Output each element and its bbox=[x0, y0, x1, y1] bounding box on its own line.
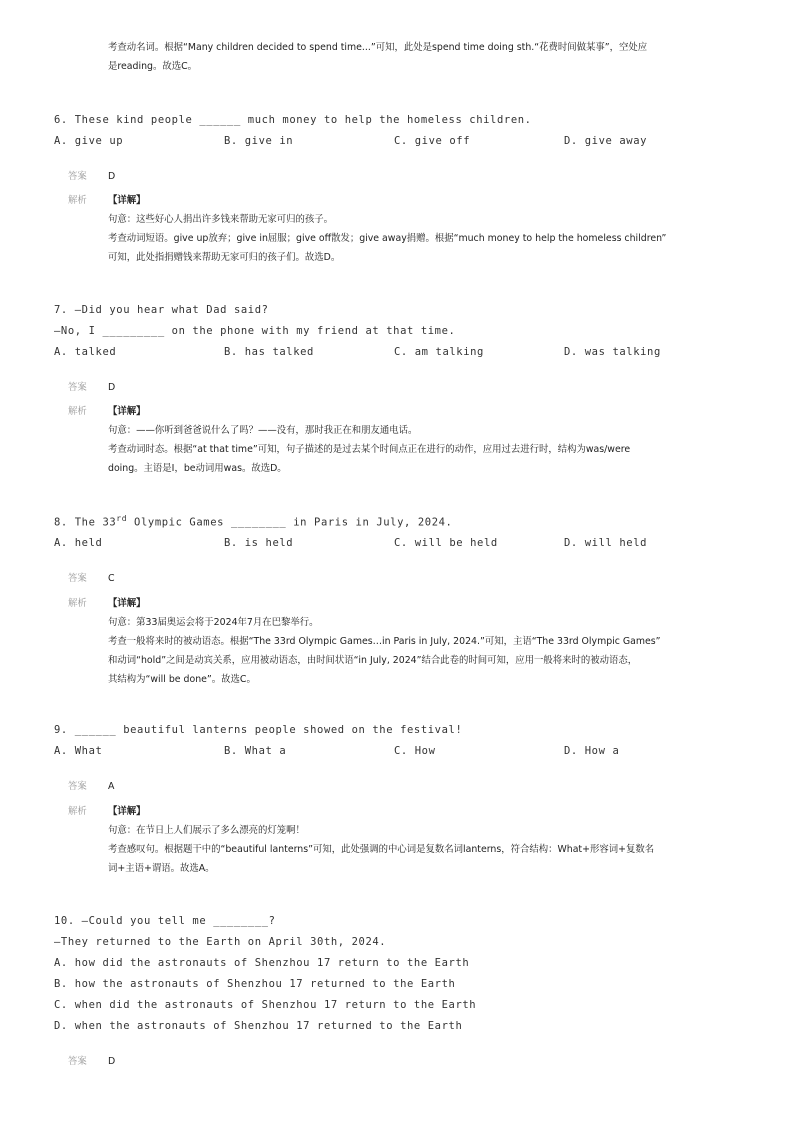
option-b: B. give in bbox=[224, 135, 294, 147]
detail-header: 【详解】 bbox=[108, 598, 146, 609]
question-8-stem bbox=[54, 514, 452, 529]
option-b: B. how the astronauts of Shenzhou 17 returned to the Earth bbox=[54, 978, 456, 990]
ordinal-suffix: rd bbox=[116, 514, 128, 523]
previous-analysis-continuation bbox=[108, 38, 748, 76]
analysis-line: 句意：在节日上人们展示了多么漂亮的灯笼啊！ bbox=[108, 825, 305, 836]
answer-value: D bbox=[108, 171, 116, 182]
answer-label: 答案 bbox=[68, 781, 87, 792]
analysis-line: 考查动名词。根据“Many children decided to spend time...”可知，此处是spend time doing sth.“花费时间做某事”，空处应 bbox=[108, 42, 648, 53]
answer-label: 答案 bbox=[68, 573, 87, 584]
option-a: A. give up bbox=[54, 135, 124, 147]
question-9-answer bbox=[68, 777, 114, 796]
question-8-options bbox=[54, 537, 754, 553]
analysis-line: 其结构为“will be done”。故选C。 bbox=[108, 674, 256, 685]
detail-header: 【详解】 bbox=[108, 406, 146, 417]
question-10-stem-line-1: 10. —Could you tell me ________? bbox=[54, 915, 276, 927]
question-7-stem-line-2: —No, I _________ on the phone with my friend at that time. bbox=[54, 325, 456, 337]
analysis-label: 解析 bbox=[68, 406, 87, 417]
answer-label: 答案 bbox=[68, 382, 87, 393]
stem-part: 8. The 33 bbox=[54, 516, 117, 529]
option-a: A. talked bbox=[54, 346, 117, 358]
answer-value: A bbox=[108, 781, 115, 792]
question-6-answer bbox=[68, 167, 115, 186]
question-10-stem-line-2: —They returned to the Earth on April 30th, 2024. bbox=[54, 936, 387, 948]
question-6-options bbox=[54, 135, 754, 151]
analysis-line: doing。主语是I，be动词用was。故选D。 bbox=[108, 463, 287, 474]
analysis-label: 解析 bbox=[68, 806, 87, 817]
analysis-label: 解析 bbox=[68, 195, 87, 206]
analysis-line: 和动词“hold”之间是动宾关系，应用被动语态，由时间状语“in July, 2024”结合此卷的时间可知，应用一般将来时的被动语态， bbox=[108, 655, 638, 666]
option-c: C. How bbox=[394, 745, 436, 757]
answer-value: C bbox=[108, 573, 115, 584]
analysis-line: 考查一般将来时的被动语态。根据“The 33rd Olympic Games…in Paris in July, 2024.”可知，主语“The 33rd Olympic Games” bbox=[108, 636, 661, 647]
analysis-line: 考查动词时态。根据“at that time”可知，句子描述的是过去某个时间点正在进行的动作，应用过去进行时，结构为was/were bbox=[108, 444, 631, 455]
option-d: D. give away bbox=[564, 135, 648, 147]
answer-label: 答案 bbox=[68, 1056, 87, 1067]
analysis-line: 词+主语+谓语。故选A。 bbox=[108, 863, 215, 874]
option-c: C. when did the astronauts of Shenzhou 17 return to the Earth bbox=[54, 999, 477, 1011]
analysis-line: 是reading。故选C。 bbox=[108, 61, 198, 72]
answer-value: D bbox=[108, 1056, 116, 1067]
question-7-options bbox=[54, 346, 754, 362]
analysis-label: 解析 bbox=[68, 598, 87, 609]
analysis-line: 句意：——你听到爸爸说什么了吗？——没有，那时我正在和朋友通电话。 bbox=[108, 425, 418, 436]
option-c: C. will be held bbox=[394, 537, 498, 549]
question-9-options bbox=[54, 745, 754, 761]
option-d: D. when the astronauts of Shenzhou 17 returned to the Earth bbox=[54, 1020, 463, 1032]
answer-label: 答案 bbox=[68, 171, 87, 182]
option-a: A. held bbox=[54, 537, 103, 549]
stem-part: Olympic Games ________ in Paris in July, 2024. bbox=[127, 516, 453, 529]
analysis-line: 句意：第33届奥运会将于2024年7月在巴黎举行。 bbox=[108, 617, 319, 628]
analysis-line: 句意：这些好心人捐出许多钱来帮助无家可归的孩子。 bbox=[108, 214, 334, 225]
option-b: B. What a bbox=[224, 745, 287, 757]
analysis-line: 考查动词短语。give up放弃；give in屈服；give off散发；give away捐赠。根据“much money to help the homeless children” bbox=[108, 233, 667, 244]
question-10-answer bbox=[68, 1052, 115, 1071]
option-b: B. is held bbox=[224, 537, 294, 549]
analysis-line: 可知，此处指捐赠钱来帮助无家可归的孩子们。故选D。 bbox=[108, 252, 341, 263]
option-d: D. How a bbox=[564, 745, 620, 757]
option-a: A. What bbox=[54, 745, 103, 757]
option-c: C. am talking bbox=[394, 346, 484, 358]
option-b: B. has talked bbox=[224, 346, 314, 358]
question-7-stem-line-1: 7. —Did you hear what Dad said? bbox=[54, 304, 269, 316]
question-8-answer bbox=[68, 569, 115, 588]
option-a: A. how did the astronauts of Shenzhou 17 return to the Earth bbox=[54, 957, 470, 969]
analysis-line: 考查感叹句。根据题干中的“beautiful lanterns”可知，此处强调的中心词是复数名词lanterns，符合结构：What+形容词+复数名 bbox=[108, 844, 655, 855]
question-9-stem: 9. ______ beautiful lanterns people showed on the festival! bbox=[54, 724, 463, 736]
question-6-stem: 6. These kind people ______ much money to help the homeless children. bbox=[54, 114, 532, 126]
detail-header: 【详解】 bbox=[108, 195, 146, 206]
question-7-answer bbox=[68, 378, 115, 397]
option-d: D. will held bbox=[564, 537, 648, 549]
detail-header: 【详解】 bbox=[108, 806, 146, 817]
answer-value: D bbox=[108, 382, 116, 393]
option-c: C. give off bbox=[394, 135, 471, 147]
option-d: D. was talking bbox=[564, 346, 661, 358]
